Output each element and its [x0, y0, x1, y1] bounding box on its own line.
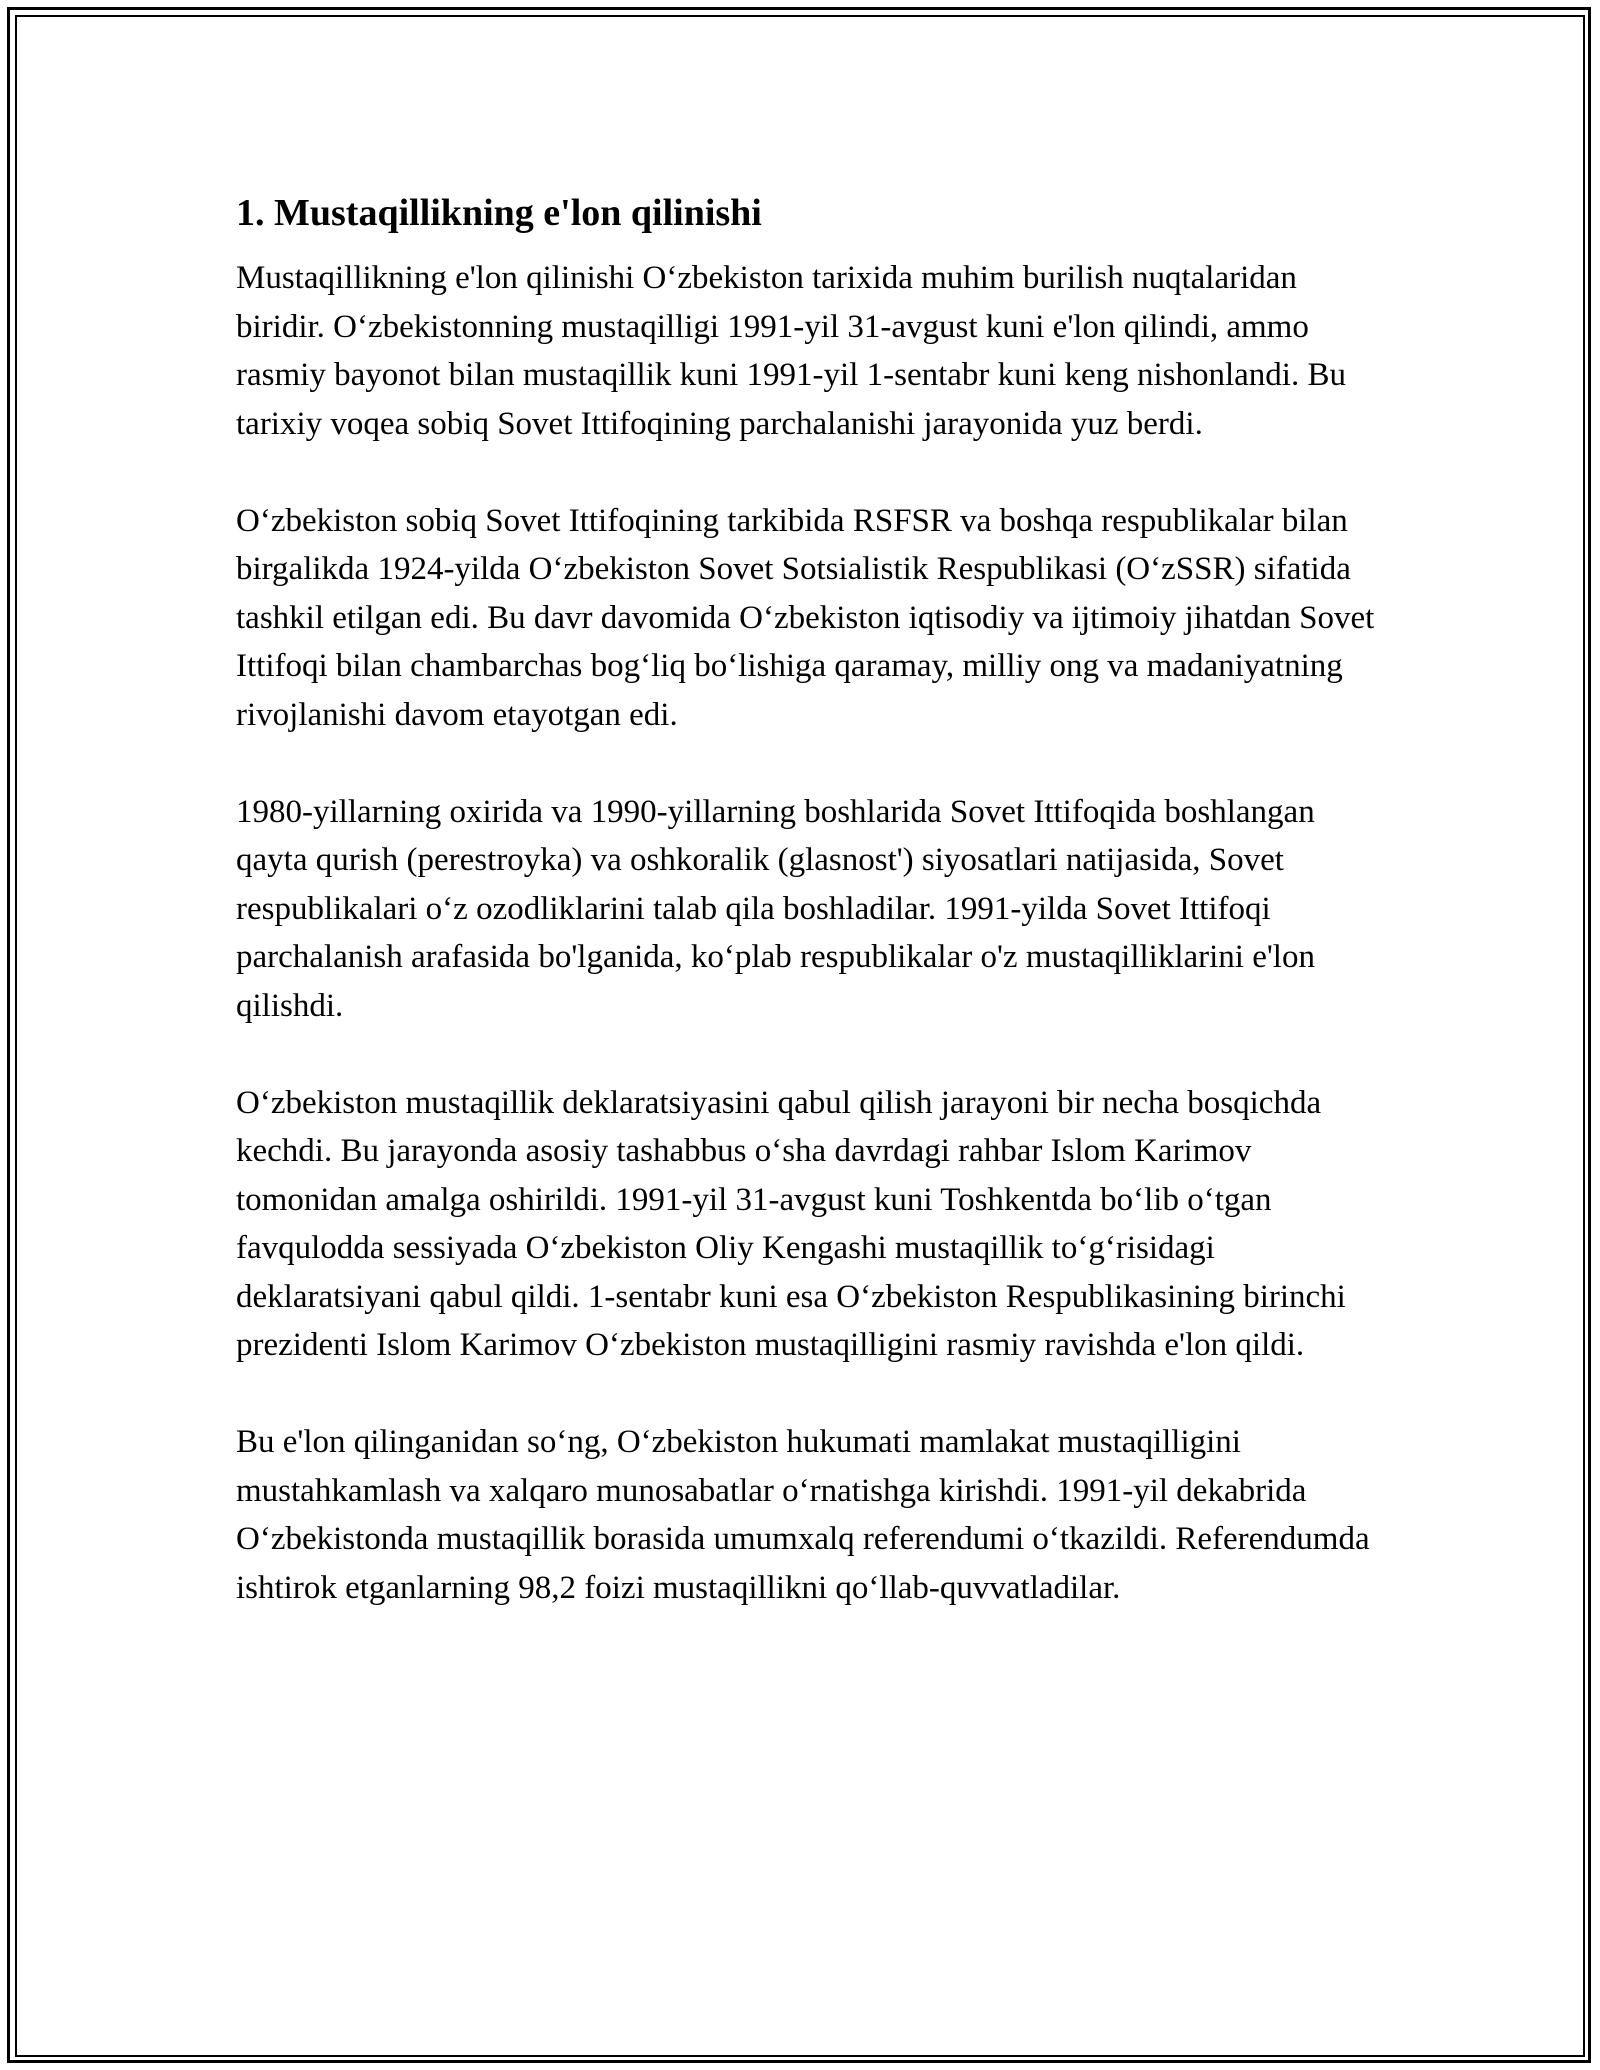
- section-heading: 1. Mustaqillikning e'lon qilinishi: [236, 192, 762, 234]
- paragraph-1: Mustaqillikning e'lon qilinishi Oʻzbekiston tarixida muhim burilish nuqtalaridan biridir. Oʻzbekistonning mustaqilligi 1991-yil 31-avgust kuni e'lon qilindi, ammo rasmiy bayonot bilan mustaqillik kuni 1991-yil 1-sentabr kuni keng nishonlandi. Bu tarixiy voqea sobiq Sovet Ittifoqining parchalanishi jarayonida yuz berdi.: [236, 260, 1346, 442]
- document-body: [236, 186, 1376, 1612]
- paragraph-2: Oʻzbekiston sobiq Sovet Ittifoqining tarkibida RSFSR va boshqa respublikalar bilan birgalikda 1924-yilda Oʻzbekiston Sovet Sotsialistik Respublikasi (OʻzSSR) sifatida tashkil etilgan edi. Bu davr davomida Oʻzbekiston iqtisodiy va ijtimoiy jihatdan Sovet Ittifoqi bilan chambarchas bogʻliq boʻlishiga qaramay, milliy ong va madaniyatning rivojlanishi davom etayotgan edi.: [236, 502, 1375, 733]
- paragraph-5: Bu e'lon qilinganidan soʻng, Oʻzbekiston hukumati mamlakat mustaqilligini mustahkamlash va xalqaro munosabatlar oʻrnatishga kirishdi. 1991-yil dekabrida Oʻzbekistonda mustaqillik borasida umumxalq referendumi oʻtkazildi. Referendumda ishtirok etganlarning 98,2 foizi mustaqillikni qoʻllab-quvvatladilar.: [236, 1424, 1370, 1606]
- paragraph-3: 1980-yillarning oxirida va 1990-yillarning boshlarida Sovet Ittifoqida boshlangan qayta qurish (perestroyka) va oshkoralik (glasnost') siyosatlari natijasida, Sovet respublikalari oʻz ozodliklarini talab qila boshladilar. 1991-yilda Sovet Ittifoqi parchalanish arafasida bo'lganida, koʻplab respublikalar o'z mustaqilliklarini e'lon qilishdi.: [236, 793, 1315, 1024]
- paragraph-4: Oʻzbekiston mustaqillik deklaratsiyasini qabul qilish jarayoni bir necha bosqichda kechdi. Bu jarayonda asosiy tashabbus oʻsha davrdagi rahbar Islom Karimov tomonidan amalga oshirildi. 1991-yil 31-avgust kuni Toshkentda boʻlib oʻtgan favqulodda sessiyada Oʻzbekiston Oliy Kengashi mustaqillik toʻgʻrisidagi deklaratsiyani qabul qildi. 1-sentabr kuni esa Oʻzbekiston Respublikasining birinchi prezidenti Islom Karimov Oʻzbekiston mustaqilligini rasmiy ravishda e'lon qildi.: [236, 1084, 1346, 1363]
